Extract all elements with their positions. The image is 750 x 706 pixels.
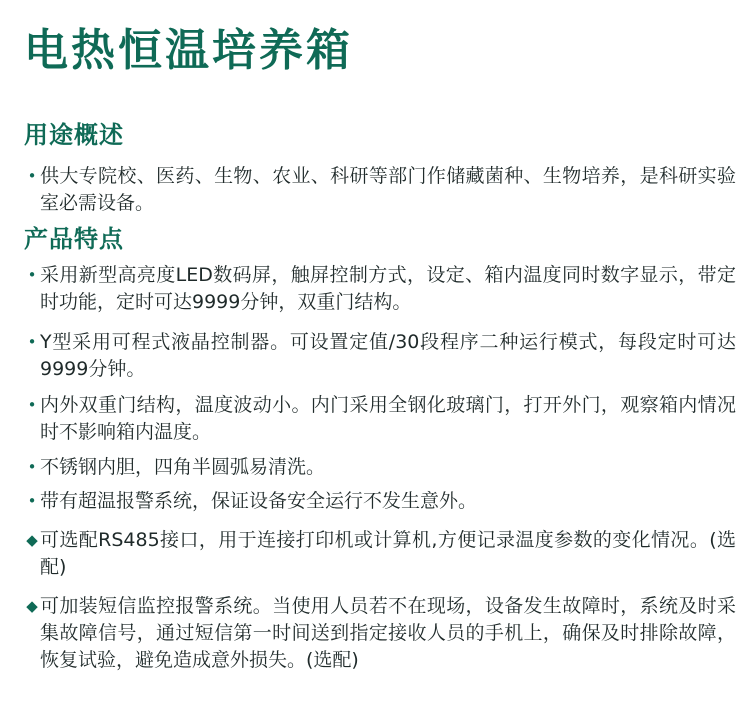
usage-item <box>24 163 736 217</box>
feature-item-text: Y型采用可程式液晶控制器。可设置定值/30段程序二种运行模式，每段定时可达9999分钟。 <box>40 331 736 380</box>
bullet-dot-icon: • <box>27 333 37 351</box>
bullet-dot-icon: • <box>27 458 37 476</box>
feature-item-text: 可选配RS485接口，用于连接打印机或计算机,方便记录温度参数的变化情况。(选配) <box>40 529 736 578</box>
bullet-dot-icon: • <box>27 266 37 284</box>
page-title: 电热恒温培养箱 <box>24 25 353 76</box>
usage-item-text: 供大专院校、医药、生物、农业、科研等部门作储藏菌种、生物培养，是科研实验室必需设备。 <box>40 165 736 214</box>
feature-item <box>24 262 736 316</box>
feature-item <box>24 329 736 383</box>
section-heading-features: 产品特点 <box>24 225 124 253</box>
feature-item-text: 可加装短信监控报警系统。当使用人员若不在现场，设备发生故障时，系统及时采集故障信号，通过短信第一时间送到指定接收人员的手机上，确保及时排除故障，恢复试验，避免造成意外损失。(选配) <box>40 595 736 671</box>
feature-item <box>24 454 736 481</box>
feature-item <box>24 527 736 581</box>
feature-item-text: 不锈钢内胆，四角半圆弧易清洗。 <box>40 456 326 478</box>
feature-item-text: 采用新型高亮度LED数码屏，触屏控制方式，设定、箱内温度同时数字显示，带定时功能，定时可达9999分钟，双重门结构。 <box>40 264 736 313</box>
feature-item-text: 内外双重门结构，温度波动小。内门采用全钢化玻璃门，打开外门，观察箱内情况时不影响箱内温度。 <box>40 394 736 443</box>
bullet-dot-icon: • <box>27 167 37 185</box>
bullet-diamond-icon: ◆ <box>26 531 38 549</box>
bullet-dot-icon: • <box>27 396 37 414</box>
feature-item <box>24 392 736 446</box>
feature-item <box>24 593 736 674</box>
feature-item <box>24 488 736 515</box>
section-heading-usage: 用途概述 <box>24 121 124 149</box>
bullet-dot-icon: • <box>27 492 37 510</box>
feature-item-text: 带有超温报警系统，保证设备安全运行不发生意外。 <box>40 490 478 512</box>
bullet-diamond-icon: ◆ <box>26 597 38 615</box>
